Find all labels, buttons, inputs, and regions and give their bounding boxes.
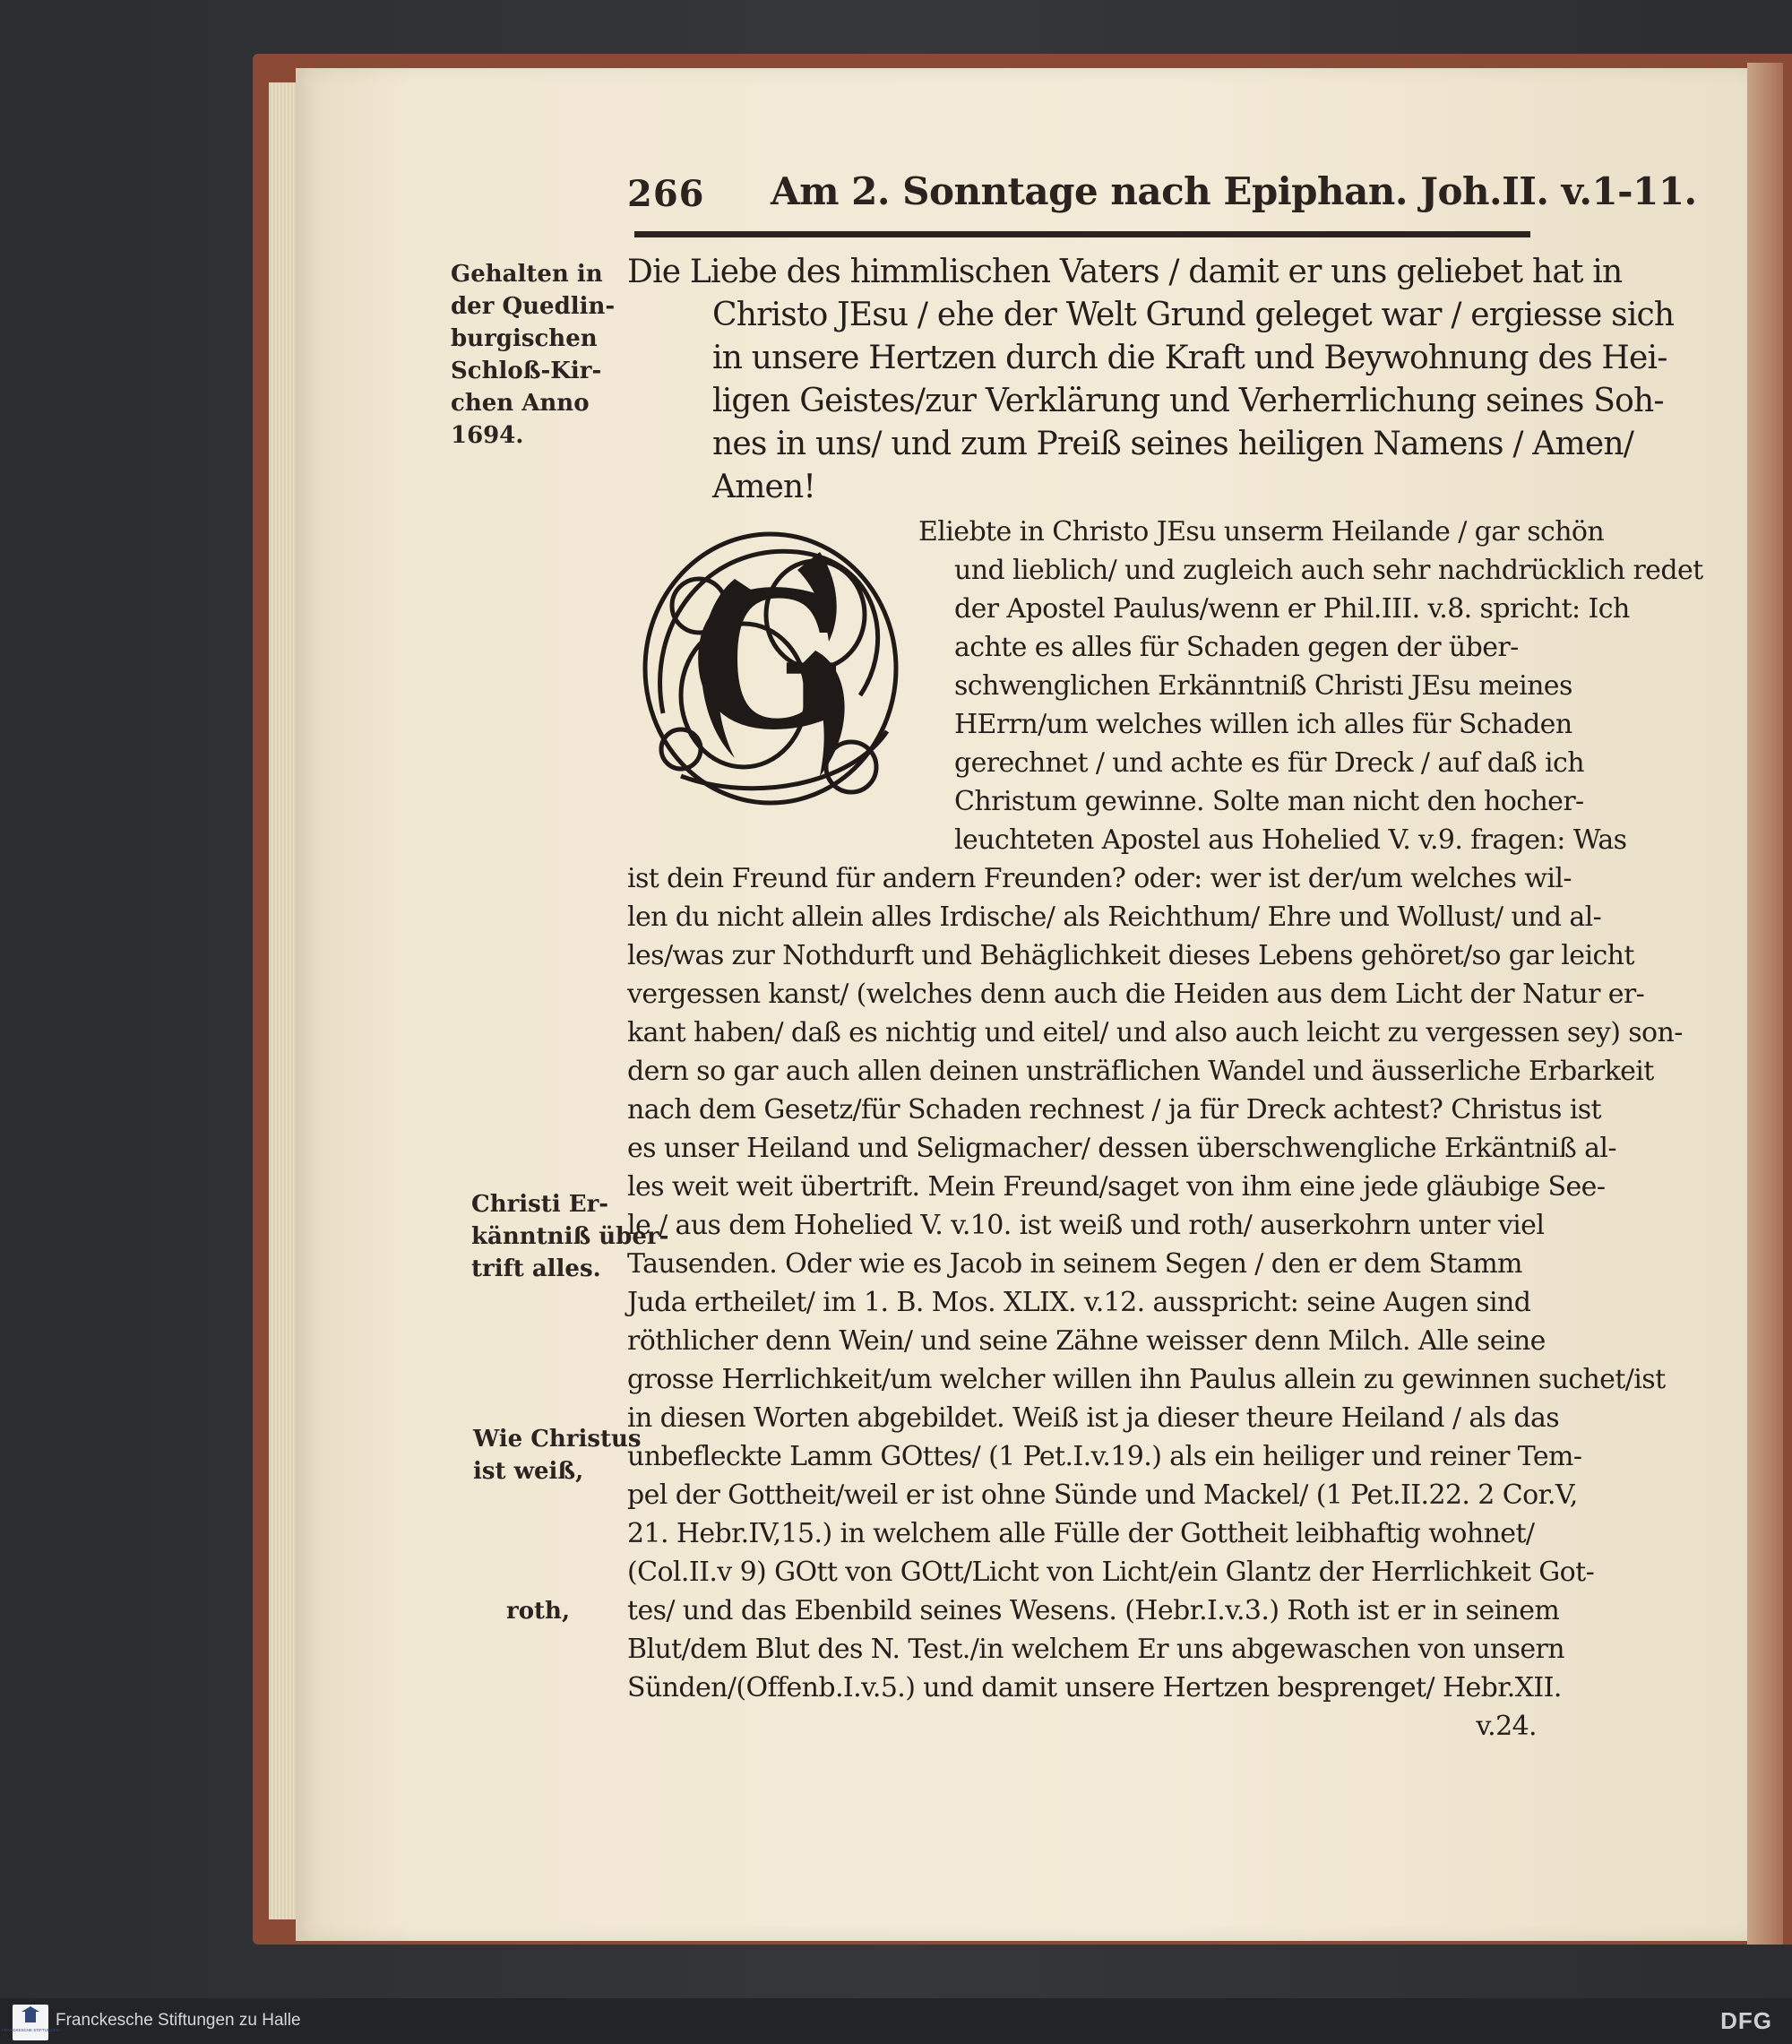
text-line: v.24. [1476,1711,1537,1742]
text-line: ligen Geistes/zur Verklärung und Verherrlichung seines Soh- [712,383,1664,419]
text-line: les weit weit übertrift. Mein Freund/saget von ihm eine jede gläubige See- [627,1171,1606,1203]
svg-text:FRANCKESCHE STIFTUNGEN: FRANCKESCHE STIFTUNGEN [1,2028,60,2032]
text-line: ist dein Freund für andern Freunden? oder: wer ist der/um welches wil- [627,863,1572,894]
binding-edge [1747,63,1783,1945]
main-paragraph [627,859,1683,1746]
text-line: unbefleckte Lamm GOttes/ (1 Pet.I.v.19.) als ein heiliger und reiner Tem- [627,1441,1582,1472]
margin-note-line: Gehalten in [451,261,603,288]
text-line: len du nicht allein alles Irdische/ als Reichthum/ Ehre und Wollust/ und al- [627,901,1602,933]
body-text [627,251,1703,1746]
text-line: (Col.II.v 9) GOtt von GOtt/Licht von Licht/ein Glantz der Herrlichkeit Got- [627,1557,1595,1588]
text-line: grosse Herrlichkeit/um welcher willen ihn Paulus allein zu gewinnen suchet/ist [627,1364,1666,1395]
dfg-logo[interactable]: DFG [1720,2007,1772,2034]
text-line: und lieblich/ und zugleich auch sehr nachdrücklich redet [954,555,1703,586]
text-line: nach dem Gesetz/für Schaden rechnest / ja für Dreck achtest? Christus ist [627,1094,1601,1125]
text-line: Christum gewinne. Solte man nicht den hocher- [954,786,1584,817]
text-line: tes/ und das Ebenbild seines Wesens. (Hebr.I.v.3.) Roth ist er in seinem [627,1595,1560,1626]
text-line: achte es alles für Schaden gegen der über- [954,632,1519,663]
institution-name-link[interactable]: Franckesche Stiftungen zu Halle [56,2011,301,2030]
text-line: Blut/dem Blut des N. Test./in welchem Er uns abgewaschen von unsern [627,1634,1564,1665]
running-head [627,166,1697,229]
text-line: Amen! [712,469,816,505]
text-line: dern so gar auch allen deinen unsträflichen Wandel und äusserliche Erbarkeit [627,1056,1654,1087]
text-line: röthlicher denn Wein/ und seine Zähne weisser denn Milch. Alle seine [627,1325,1546,1357]
margin-note-line: chen Anno [451,390,590,417]
text-line: in diesen Worten abgebildet. Weiß ist ja dieser theure Heiland / als das [627,1402,1560,1434]
margin-note-line: 1694. [451,422,524,449]
margin-note-line: Wie Christus [473,1426,642,1453]
text-line: Juda ertheilet/ im 1. B. Mos. XLIX. v.12. ausspricht: seine Augen sind [627,1287,1531,1318]
text-line: Die Liebe des himmlischen Vaters / damit er uns geliebet hat in [627,254,1623,290]
text-line: le / aus dem Hohelied V. v.10. ist weiß und roth/ auserkohrn unter viel [627,1210,1545,1241]
margin-note-line: roth, [506,1598,571,1625]
opening-paragraph [627,251,1675,509]
text-line: nes in uns/ und zum Preiß seines heiligen Namens / Amen/ [712,426,1634,462]
margin-note-line: Schloß-Kir- [451,358,602,384]
text-line: Eliebte in Christo JEsu unserm Heilande / gar schön [918,516,1605,548]
margin-note-red [506,1595,570,1627]
running-head-title: Am 2. Sonntage nach Epiphan. Joh.II. v.1-11. [771,169,1697,213]
initial-letter-glyph: G [690,550,851,772]
text-line: kant haben/ daß es nichtig und eitel/ und also auch leicht zu vergessen sey) son- [627,1017,1683,1048]
text-line: schwenglichen Erkänntniß Christi JEsu meines [954,670,1572,702]
margin-note-line: burgischen [451,325,598,352]
text-line: der Apostel Paulus/wenn er Phil.III. v.8. spricht: Ich [954,593,1630,625]
text-line: HErrn/um welches willen ich alles für Schaden [954,709,1572,740]
margin-note-line: trift alles. [471,1255,601,1282]
text-line: Tausenden. Oder wie es Jacob in seinem Segen / den er dem Stamm [627,1248,1522,1280]
margin-note-occasion [451,258,615,452]
institution-logo-icon[interactable] [1,2005,60,2040]
margin-note-line: der Quedlin- [451,293,616,320]
viewer-footer [0,1998,1792,2044]
text-line: leuchteten Apostel aus Hohelied V. v.9. fragen: Was [954,824,1627,856]
header-rule [634,231,1530,237]
margin-note-line: ist weiß, [473,1458,584,1485]
text-line: Sünden/(Offenb.I.v.5.) und damit unsere Hertzen besprenget/ Hebr.XII. [627,1672,1562,1703]
page-number: 266 [627,173,705,215]
text-line: Christo JEsu / ehe der Welt Grund geleget war / ergiesse sich [712,297,1675,333]
text-line: gerechnet / und achte es für Dreck / auf daß ich [954,747,1584,779]
text-line: 21. Hebr.IV,15.) in welchem alle Fülle der Gottheit leibhaftig wohnet/ [627,1518,1535,1549]
margin-note-line: känntniß über- [471,1223,669,1250]
text-line: les/was zur Nothdurft und Behäglichkeit dieses Lebens gehöret/so gar leicht [627,940,1634,971]
text-line: in unsere Hertzen durch die Kraft und Beywohnung des Hei- [712,340,1667,376]
text-line: pel der Gottheit/weil er ist ohne Sünde und Mackel/ (1 Pet.II.22. 2 Cor.V, [627,1479,1578,1511]
margin-note-white [473,1423,642,1488]
text-line: es unser Heiland und Seligmacher/ dessen überschwengliche Erkäntniß al- [627,1133,1616,1164]
margin-note-line: Christi Er- [471,1191,609,1218]
decorated-initial-g-icon [627,516,914,821]
text-line: vergessen kanst/ (welches denn auch die Heiden aus dem Licht der Natur er- [627,979,1645,1010]
